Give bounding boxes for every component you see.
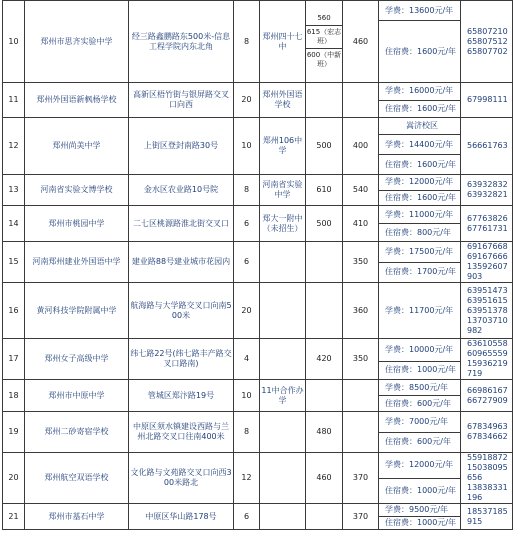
score-line-1	[306, 242, 343, 283]
fee-item: 住宿费：600元/年	[379, 396, 461, 412]
phone-number: 69167666	[467, 252, 508, 261]
school-address: 高新区梧竹街与银屏路交叉口向西	[129, 83, 234, 118]
row-number: 14	[3, 206, 25, 242]
school-name: 郑州外国语新枫杨学校	[25, 83, 129, 118]
table-row	[3, 339, 513, 362]
phone-number: 66727909	[467, 395, 508, 405]
score-line-2: 460	[343, 1, 379, 83]
class-count: 8	[234, 1, 260, 83]
row-number: 10	[3, 1, 25, 83]
class-count: 6	[234, 206, 260, 242]
phone-number: 55918872	[467, 453, 508, 462]
score-line-2	[343, 83, 379, 118]
partner-school	[260, 283, 306, 339]
phone-number: 13703710982	[467, 315, 508, 335]
contact-phones	[461, 412, 513, 453]
phone-number: 66986167	[467, 385, 508, 395]
school-address: 金水区农业路10号院	[129, 175, 234, 206]
row-number: 21	[3, 504, 25, 530]
table-row	[3, 206, 513, 224]
partner-school	[260, 453, 306, 504]
fee-item: 住宿费：1600元/年	[379, 100, 461, 118]
fee-item: 住宿费：600元/年	[379, 432, 461, 453]
phone-number: 13592607903	[467, 262, 508, 281]
score-line-1	[306, 283, 343, 339]
fee-item: 学费：11000元/年	[379, 206, 461, 224]
fee-item: 住宿费：1600元/年	[379, 190, 461, 206]
table-row	[3, 1, 513, 21]
contact-phones	[461, 242, 513, 283]
contact-phones	[461, 283, 513, 339]
school-address: 经三路鑫鹏路东500米-信息工程学院内东北角	[129, 1, 234, 83]
class-count: 8	[234, 175, 260, 206]
school-address: 建业路88号建业城市花园内	[129, 242, 234, 283]
score-line-2: 410	[343, 206, 379, 242]
class-count: 20	[234, 83, 260, 118]
fee-item: 学费：12000元/年	[379, 175, 461, 191]
school-address: 中原区须水镇建设西路与兰州北路交叉口往南400米	[129, 412, 234, 453]
fee-item: 学费：16000元/年	[379, 83, 461, 101]
fee-item: 学费：12000元/年	[379, 453, 461, 479]
phone-number: 67834963	[467, 422, 508, 431]
fee-item: 嵩济校区	[379, 118, 461, 135]
score-line-2	[343, 412, 379, 453]
fee-item: 住宿费：1700元/年	[379, 262, 461, 283]
school-address: 二七区桃源路淮北街交叉口	[129, 206, 234, 242]
phone-number: 67763826	[467, 213, 508, 223]
contact-phones	[461, 118, 513, 175]
phone-number: 60965559	[467, 349, 508, 358]
contact-phones	[461, 1, 513, 83]
score-line-2: 370	[343, 504, 379, 530]
class-count: 10	[234, 380, 260, 412]
row-number: 11	[3, 83, 25, 118]
fee-item: 学费：17500元/年	[379, 242, 461, 263]
score-line-1: 460	[306, 453, 343, 504]
row-number: 13	[3, 175, 25, 206]
class-count: 20	[234, 283, 260, 339]
fee-item: 住宿费：1600元/年	[379, 21, 461, 83]
row-number: 20	[3, 453, 25, 504]
phone-number: 63951378	[467, 305, 508, 315]
fee-item: 学费：11700元/年	[379, 283, 461, 339]
fee-item: 学费：7000元/年	[379, 412, 461, 433]
contact-phones	[461, 175, 513, 206]
partner-school	[260, 412, 306, 453]
class-count: 4	[234, 339, 260, 380]
score-line-1-part: 615（宏志班）	[306, 25, 342, 48]
school-name: 郑州尚美中学	[25, 118, 129, 175]
score-line-1: 500	[306, 206, 343, 242]
phone-number: 67998111	[467, 95, 508, 104]
score-line-1	[306, 380, 343, 412]
partner-school	[260, 339, 306, 380]
score-line-2: 400	[343, 118, 379, 175]
contact-phones	[461, 453, 513, 504]
school-name: 郑州二砂寄宿学校	[25, 412, 129, 453]
class-count: 10	[234, 118, 260, 175]
table-row	[3, 380, 513, 396]
school-address: 中原区华山路178号	[129, 504, 234, 530]
contact-phones	[461, 83, 513, 118]
score-line-2: 360	[343, 283, 379, 339]
phone-number: 67761731	[467, 223, 508, 233]
fee-item: 住宿费：1000元/年	[379, 478, 461, 504]
partner-school: 郑州106中学	[260, 118, 306, 175]
phone-number: 63951473	[467, 285, 508, 295]
row-number: 17	[3, 339, 25, 380]
score-line-1	[306, 83, 343, 118]
phone-number: 65807512	[467, 36, 508, 46]
school-name: 郑州航空双语学校	[25, 453, 129, 504]
table-row	[3, 175, 513, 191]
school-name: 郑州市桃园中学	[25, 206, 129, 242]
contact-phones	[461, 504, 513, 530]
contact-phones	[461, 206, 513, 242]
phone-number: 15936219719	[467, 359, 508, 378]
school-name: 郑州市中原中学	[25, 380, 129, 412]
score-line-1: 420	[306, 339, 343, 380]
score-line-2: 540	[343, 175, 379, 206]
school-address: 航海路与大学路交叉口向南500米	[129, 283, 234, 339]
fee-item: 学费：14400元/年	[379, 135, 461, 155]
row-number: 12	[3, 118, 25, 175]
partner-school	[260, 242, 306, 283]
fee-item: 住宿费：1600元/年	[379, 155, 461, 175]
school-name: 郑州女子高级中学	[25, 339, 129, 380]
fee-item: 学费：9500元/年	[379, 504, 461, 517]
phone-number: 69167668	[467, 242, 508, 251]
score-line-2: 350	[343, 339, 379, 380]
row-number: 16	[3, 283, 25, 339]
phone-number: 63951615	[467, 295, 508, 305]
table-row	[3, 283, 513, 339]
score-line-2: 370	[343, 453, 379, 504]
table-row	[3, 242, 513, 263]
table-row	[3, 504, 513, 517]
phone-number: 63932821	[467, 190, 508, 199]
table-row	[3, 83, 513, 101]
score-line-1: 500	[306, 118, 343, 175]
partner-school	[260, 504, 306, 530]
fee-item: 住宿费：800元/年	[379, 224, 461, 242]
score-line-2	[343, 380, 379, 412]
table-row	[3, 453, 513, 479]
school-address: 纬七路22号(纬七路丰产路交叉口路南)	[129, 339, 234, 380]
school-address: 管城区郑汴路19号	[129, 380, 234, 412]
class-count: 6	[234, 242, 260, 283]
phone-number: 63610558	[467, 339, 508, 348]
phone-number: 15038095656	[467, 463, 508, 482]
row-number: 15	[3, 242, 25, 283]
school-address: 文化路与文苑路交叉口向西300米路北	[129, 453, 234, 504]
school-name: 黄河科技学院附属中学	[25, 283, 129, 339]
phone-number: 13838331196	[467, 483, 508, 502]
school-address: 上街区登封南路30号	[129, 118, 234, 175]
fee-item: 住宿费：1000元/年	[379, 517, 461, 530]
fee-item: 学费：13600元/年	[379, 1, 461, 21]
class-count: 8	[234, 412, 260, 453]
school-name: 郑州市基石中学	[25, 504, 129, 530]
partner-school: 河南省实验中学	[260, 175, 306, 206]
contact-phones	[461, 339, 513, 380]
contact-phones	[461, 380, 513, 412]
score-line-1-part: 560	[317, 14, 331, 22]
class-count: 12	[234, 453, 260, 504]
class-count: 6	[234, 504, 260, 530]
phone-number: 65807210	[467, 26, 508, 36]
score-line-1: 480	[306, 412, 343, 453]
phone-number: 67834662	[467, 432, 508, 441]
score-line-1: 610	[306, 175, 343, 206]
partner-school: 郑大一附中（未招生）	[260, 206, 306, 242]
phone-number: 65807702	[467, 46, 508, 56]
row-number: 18	[3, 380, 25, 412]
phone-number: 18537185915	[467, 506, 508, 526]
table-row	[3, 412, 513, 433]
school-name: 河南郑州建业外国语中学	[25, 242, 129, 283]
partner-school: 11中合作办学	[260, 380, 306, 412]
score-line-1	[306, 504, 343, 530]
partner-school: 郑州四十七中	[260, 1, 306, 83]
score-line-1-part: 600（中新班）	[306, 48, 342, 71]
score-line-2: 350	[343, 242, 379, 283]
fee-item: 学费：8500元/年	[379, 380, 461, 396]
phone-number: 63932832	[467, 180, 508, 189]
score-line-1	[306, 1, 343, 83]
school-table	[2, 0, 513, 530]
partner-school: 郑州外国语学校	[260, 83, 306, 118]
fee-item: 学费：10000元/年	[379, 339, 461, 362]
table-row	[3, 118, 513, 135]
row-number: 19	[3, 412, 25, 453]
fee-item: 住宿费：1000元/年	[379, 361, 461, 379]
school-name: 郑州市思齐实验中学	[25, 1, 129, 83]
phone-number: 56661763	[467, 141, 508, 150]
school-name: 河南省实验文博学校	[25, 175, 129, 206]
